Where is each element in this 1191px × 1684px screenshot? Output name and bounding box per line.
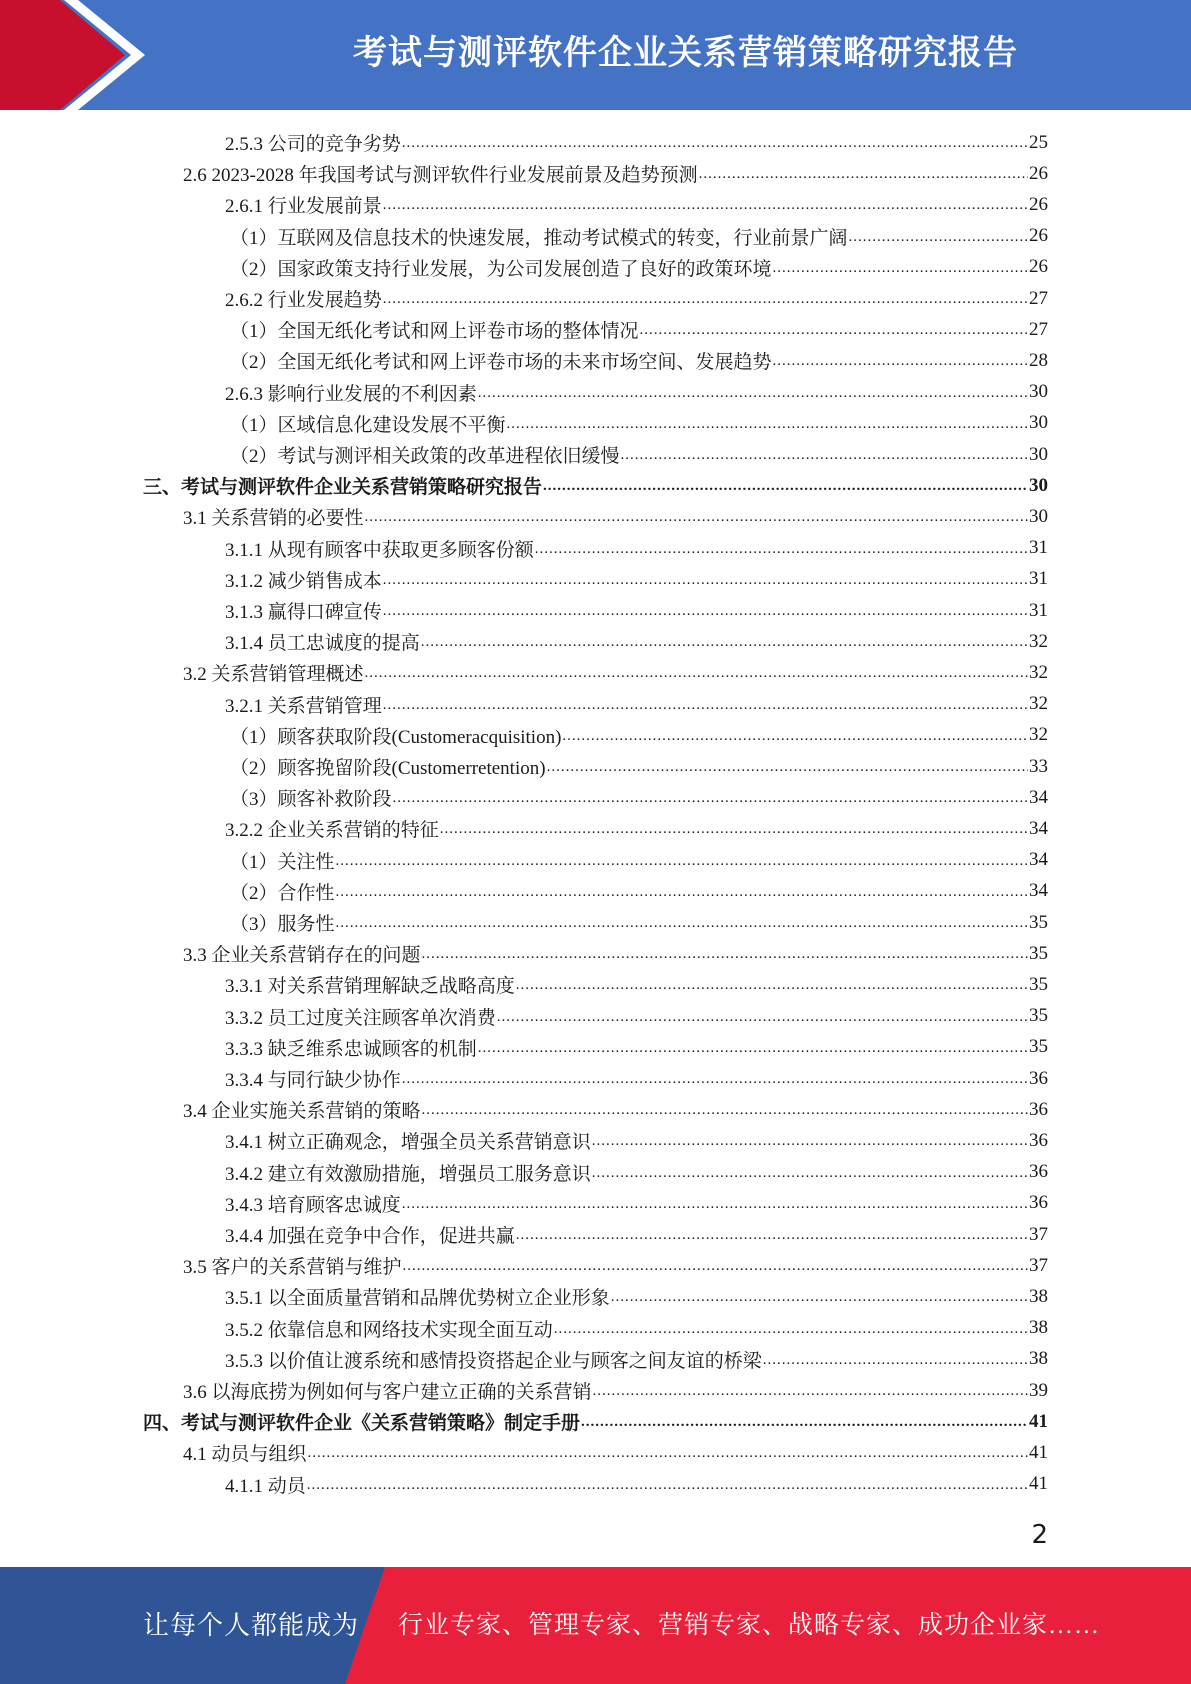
toc-entry-page: 30 — [1029, 474, 1048, 496]
toc-entry-title: 3.1.2 减少销售成本 — [225, 570, 382, 592]
toc-dot-leader — [365, 662, 1028, 684]
toc-entry[interactable] — [143, 470, 1048, 501]
toc-entry-title: 3.2.1 关系营销管理 — [225, 695, 382, 717]
toc-dot-leader — [554, 1318, 1028, 1340]
toc-entry[interactable] — [225, 813, 1048, 844]
toc-entry-page: 35 — [1029, 1036, 1048, 1058]
toc-entry[interactable] — [225, 1001, 1048, 1032]
toc-entry-title: （1）顾客获取阶段(Customeracquisition) — [230, 726, 562, 748]
toc-entry[interactable] — [225, 1125, 1048, 1156]
toc-dot-leader — [383, 600, 1028, 622]
toc-entry-title: 3.4.3 培育顾客忠诚度 — [225, 1194, 401, 1216]
toc-dot-leader — [497, 1006, 1028, 1028]
toc-entry[interactable] — [230, 345, 1048, 376]
toc-entry-title: 2.6 2023-2028 年我国考试与测评软件行业发展前景及趋势预测 — [183, 165, 698, 187]
toc-entry[interactable] — [225, 1313, 1048, 1344]
toc-dot-leader — [383, 569, 1028, 591]
toc-entry-page: 26 — [1029, 162, 1048, 184]
toc-entry-title: 3.4.4 加强在竞争中合作，促进共赢 — [225, 1226, 515, 1247]
toc-entry[interactable] — [230, 751, 1048, 782]
toc-entry-page: 31 — [1029, 599, 1048, 621]
toc-entry-title: （2）顾客挽留阶段(Customerretention) — [230, 758, 546, 779]
toc-dot-leader — [562, 725, 1028, 747]
toc-dot-leader — [516, 1224, 1028, 1246]
toc-dot-leader — [383, 288, 1028, 310]
toc-dot-leader — [307, 1474, 1028, 1496]
toc-dot-leader — [849, 226, 1028, 248]
toc-entry-page: 30 — [1029, 381, 1048, 403]
toc-dot-leader — [516, 974, 1028, 996]
toc-entry-title: 3.5.2 依靠信息和网络技术实现全面互动 — [225, 1319, 553, 1341]
toc-entry[interactable] — [225, 1032, 1048, 1063]
toc-entry[interactable] — [230, 314, 1048, 345]
toc-entry-page: 35 — [1029, 973, 1048, 995]
toc-entry[interactable] — [230, 252, 1048, 283]
toc-entry[interactable] — [225, 1063, 1048, 1094]
toc-entry[interactable] — [225, 1157, 1048, 1188]
toc-entry-page: 36 — [1029, 1067, 1048, 1089]
toc-entry-page: 36 — [1029, 1161, 1048, 1183]
toc-entry-page: 26 — [1029, 193, 1048, 215]
toc-dot-leader — [422, 1099, 1028, 1121]
toc-dot-leader — [478, 1037, 1028, 1059]
toc-dot-leader — [773, 350, 1028, 372]
toc-entry-page: 33 — [1029, 755, 1048, 777]
toc-entry-title: 3.1.4 员工忠诚度的提高 — [225, 633, 420, 655]
toc-entry[interactable] — [230, 221, 1048, 252]
toc-entry[interactable] — [225, 626, 1048, 657]
toc-entry-page: 30 — [1029, 505, 1048, 527]
toc-dot-leader — [336, 881, 1028, 903]
toc-dot-leader — [383, 194, 1028, 216]
toc-entry-page: 35 — [1029, 942, 1048, 964]
toc-dot-leader — [393, 787, 1028, 809]
toc-entry-title: 3.3.4 与同行缺少协作 — [225, 1070, 401, 1091]
toc-entry-title: 4.1 动员与组织 — [183, 1444, 307, 1466]
toc-entry[interactable] — [225, 127, 1048, 158]
toc-entry[interactable] — [225, 1469, 1048, 1500]
toc-entry[interactable] — [230, 720, 1048, 751]
toc-entry[interactable] — [183, 657, 1048, 688]
footer-slogan-right: 行业专家、管理专家、营销专家、战略专家、成功企业家…… — [398, 1612, 1101, 1639]
toc-entry-title: 3.6 以海底捞为例如何与客户建立正确的关系营销 — [183, 1382, 592, 1403]
toc-entry-page: 32 — [1029, 724, 1048, 746]
toc-dot-leader — [547, 756, 1028, 778]
toc-dot-leader — [581, 1411, 1028, 1433]
toc-entry-page: 32 — [1029, 630, 1048, 652]
toc-entry-title: （1）区域信息化建设发展不平衡 — [230, 414, 506, 436]
toc-dot-leader — [336, 850, 1028, 872]
toc-entry[interactable] — [225, 1344, 1048, 1375]
toc-entry[interactable] — [183, 1375, 1048, 1406]
toc-entry[interactable] — [230, 439, 1048, 470]
toc-entry-page: 34 — [1029, 880, 1048, 902]
toc-entry-title: （3）顾客补救阶段 — [230, 789, 392, 811]
toc-entry-title: 3.5.1 以全面质量营销和品牌优势树立企业形象 — [225, 1288, 610, 1310]
toc-entry-page: 25 — [1029, 131, 1048, 153]
toc-entry-title: 2.6.2 行业发展趋势 — [225, 290, 382, 311]
toc-entry-title: 2.5.3 公司的竞争劣势 — [225, 134, 401, 155]
page-header — [0, 0, 1191, 110]
toc-dot-leader — [365, 506, 1028, 528]
toc-entry[interactable] — [225, 969, 1048, 1000]
toc-entry-title: 3.1.3 赢得口碑宣传 — [225, 602, 382, 623]
toc-dot-leader — [763, 1349, 1028, 1371]
toc-entry-page: 30 — [1029, 443, 1048, 465]
toc-dot-leader — [592, 1130, 1028, 1152]
toc-entry[interactable] — [230, 907, 1048, 938]
toc-entry-page: 36 — [1029, 1098, 1048, 1120]
toc-entry[interactable] — [183, 1094, 1048, 1125]
toc-entry-page: 27 — [1029, 287, 1048, 309]
toc-entry[interactable] — [230, 408, 1048, 439]
toc-entry-page: 34 — [1029, 786, 1048, 808]
toc-entry-title: 4.1.1 动员 — [225, 1475, 306, 1497]
toc-entry-page: 35 — [1029, 911, 1048, 933]
toc-entry[interactable] — [225, 283, 1048, 314]
toc-dot-leader — [640, 319, 1028, 341]
toc-entry-page: 30 — [1029, 412, 1048, 434]
toc-entry-title: （1）关注性 — [230, 851, 335, 873]
toc-entry[interactable] — [183, 501, 1048, 532]
toc-dot-leader — [478, 382, 1028, 404]
toc-entry-page: 38 — [1029, 1285, 1048, 1307]
toc-entry-page: 31 — [1029, 537, 1048, 559]
toc-entry-page: 32 — [1029, 693, 1048, 715]
toc-entry-page: 32 — [1029, 661, 1048, 683]
toc-dot-leader — [535, 538, 1028, 560]
toc-entry-page: 36 — [1029, 1129, 1048, 1151]
toc-dot-leader — [773, 257, 1028, 279]
toc-entry-page: 26 — [1029, 256, 1048, 278]
toc-entry[interactable] — [225, 564, 1048, 595]
toc-entry-page: 28 — [1029, 349, 1048, 371]
toc-entry-page: 27 — [1029, 318, 1048, 340]
toc-dot-leader — [592, 1162, 1028, 1184]
red-chevron-icon — [0, 0, 160, 110]
toc-entry-title: （2）考试与测评相关政策的改革进程依旧缓慢 — [230, 446, 620, 467]
toc-entry-title: 三、考试与测评软件企业关系营销策略研究报告 — [143, 477, 543, 499]
toc-entry-page: 31 — [1029, 568, 1048, 590]
toc-entry-title: （2）国家政策支持行业发展，为公司发展创造了良好的政策环境 — [230, 258, 772, 280]
toc-entry[interactable] — [225, 1219, 1048, 1250]
toc-entry-title: 2.6.3 影响行业发展的不利因素 — [225, 383, 477, 405]
toc-entry[interactable] — [225, 189, 1048, 220]
toc-dot-leader — [621, 444, 1028, 466]
toc-entry-title: （3）服务性 — [230, 914, 335, 935]
toc-entry[interactable] — [183, 1437, 1048, 1468]
toc-entry[interactable] — [225, 533, 1048, 564]
toc-dot-leader — [308, 1442, 1028, 1464]
toc-dot-leader — [402, 1193, 1028, 1215]
toc-entry-page: 34 — [1029, 849, 1048, 871]
toc-entry-page: 41 — [1029, 1441, 1048, 1463]
toc-dot-leader — [699, 163, 1028, 185]
page-footer — [0, 1567, 1191, 1684]
toc-dot-leader — [593, 1380, 1028, 1402]
toc-entry-page: 37 — [1029, 1223, 1048, 1245]
toc-dot-leader — [422, 943, 1028, 965]
toc-entry[interactable] — [225, 689, 1048, 720]
toc-entry[interactable] — [230, 782, 1048, 813]
toc-entry[interactable] — [230, 845, 1048, 876]
toc-entry-page: 26 — [1029, 225, 1048, 247]
toc-entry-title: 四、考试与测评软件企业《关系营销策略》制定手册 — [143, 1413, 581, 1435]
toc-entry-title: （1）全国无纸化考试和网上评卷市场的整体情况 — [230, 321, 639, 343]
toc-entry-title: （2）全国无纸化考试和网上评卷市场的未来市场空间、发展趋势 — [230, 352, 772, 374]
report-title: 考试与测评软件企业关系营销策略研究报告 — [353, 33, 1018, 73]
toc-dot-leader — [440, 818, 1028, 840]
toc-dot-leader — [402, 1068, 1028, 1090]
toc-entry-page: 39 — [1029, 1379, 1048, 1401]
toc-entry-title: 3.5 客户的关系营销与维护 — [183, 1257, 402, 1279]
toc-dot-leader — [611, 1286, 1028, 1308]
page-number: 2 — [1031, 1520, 1048, 1550]
toc-entry[interactable] — [225, 1281, 1048, 1312]
footer-slogan-left: 让每个人都能成为 — [143, 1611, 360, 1640]
toc-entry-title: 3.2.2 企业关系营销的特征 — [225, 820, 439, 842]
toc-entry-title: 3.1 关系营销的必要性 — [183, 508, 364, 530]
toc-entry-title: 3.5.3 以价值让渡系统和感情投资搭起企业与顾客之间友谊的桥梁 — [225, 1350, 762, 1372]
toc-entry-title: 3.4.2 建立有效激励措施，增强员工服务意识 — [225, 1163, 591, 1185]
toc-entry-title: 2.6.1 行业发展前景 — [225, 196, 382, 218]
toc-entry[interactable] — [143, 1406, 1048, 1437]
toc-entry[interactable] — [225, 1188, 1048, 1219]
toc-entry-page: 41 — [1029, 1410, 1048, 1432]
toc-entry-title: （2）合作性 — [230, 882, 335, 904]
toc-entry-page: 38 — [1029, 1348, 1048, 1370]
toc-dot-leader — [507, 413, 1028, 435]
toc-entry-title: 3.1.1 从现有顾客中获取更多顾客份额 — [225, 539, 534, 561]
toc-dot-leader — [336, 912, 1028, 934]
toc-dot-leader — [403, 1255, 1028, 1277]
toc-entry[interactable] — [183, 158, 1048, 189]
toc-entry-title: 3.3.2 员工过度关注顾客单次消费 — [225, 1007, 496, 1029]
toc-entry-title: 3.2 关系营销管理概述 — [183, 664, 364, 686]
toc-entry-title: 3.4.1 树立正确观念，增强全员关系营销意识 — [225, 1132, 591, 1154]
toc-entry-title: （1）互联网及信息技术的快速发展，推动考试模式的转变，行业前景广阔 — [230, 227, 848, 249]
toc-entry-page: 35 — [1029, 1005, 1048, 1027]
toc-entry-page: 37 — [1029, 1254, 1048, 1276]
toc-entry-page: 41 — [1029, 1473, 1048, 1495]
toc-dot-leader — [383, 694, 1028, 716]
toc-entry-page: 36 — [1029, 1192, 1048, 1214]
toc-entry-page: 34 — [1029, 817, 1048, 839]
toc-entry-title: 3.4 企业实施关系营销的策略 — [183, 1101, 421, 1123]
toc-entry[interactable] — [230, 876, 1048, 907]
toc-entry[interactable] — [225, 377, 1048, 408]
toc-dot-leader — [543, 475, 1028, 497]
toc-dot-leader — [421, 631, 1028, 653]
toc-entry-title: 3.3.3 缺乏维系忠诚顾客的机制 — [225, 1038, 477, 1060]
toc-entry[interactable] — [225, 595, 1048, 626]
toc-entry-page: 38 — [1029, 1317, 1048, 1339]
toc-entry-title: 3.3.1 对关系营销理解缺乏战略高度 — [225, 976, 515, 998]
toc-dot-leader — [402, 132, 1028, 154]
toc-entry-title: 3.3 企业关系营销存在的问题 — [183, 945, 421, 967]
toc-entry[interactable] — [183, 1250, 1048, 1281]
toc-entry[interactable] — [183, 938, 1048, 969]
